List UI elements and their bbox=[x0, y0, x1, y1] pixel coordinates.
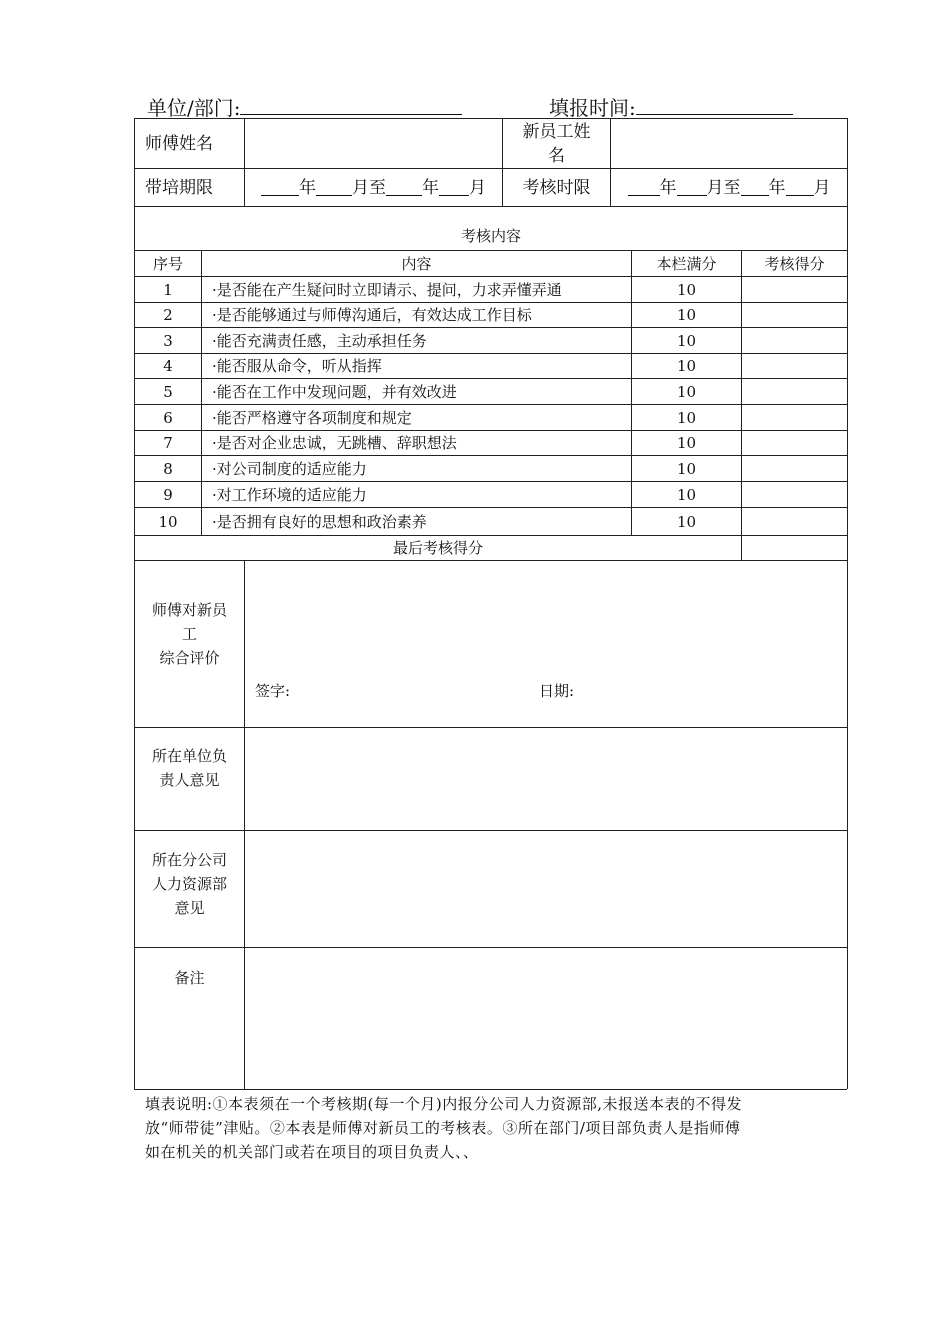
row-index: 3 bbox=[163, 331, 173, 350]
remarks-input[interactable] bbox=[245, 948, 847, 1089]
row-full-score: 10 bbox=[676, 331, 697, 350]
row-full-score: 10 bbox=[676, 459, 697, 478]
row-score-input[interactable] bbox=[742, 456, 847, 481]
row-full-score: 10 bbox=[676, 485, 697, 504]
new-employee-name-label: 新员工姓 名 bbox=[522, 121, 591, 166]
row-content: ·是否拥有良好的思想和政治素养 bbox=[212, 512, 427, 531]
mentor-evaluation-input[interactable] bbox=[245, 561, 847, 727]
row-score-input[interactable] bbox=[742, 277, 847, 302]
row-content: ·是否能在产生疑问时立即请示、提问，力求弄懂弄通 bbox=[212, 280, 562, 299]
row-content: ·是否能够通过与师傅沟通后，有效达成工作目标 bbox=[212, 306, 532, 324]
evaluation-date-label: 日期: bbox=[539, 682, 575, 700]
row-index: 1 bbox=[163, 280, 173, 299]
row-index: 8 bbox=[163, 459, 173, 478]
row-score-input[interactable] bbox=[742, 379, 847, 404]
row-score-input[interactable] bbox=[742, 328, 847, 353]
row-index: 10 bbox=[158, 512, 178, 531]
row-index: 4 bbox=[163, 357, 173, 375]
report-date-input[interactable] bbox=[636, 94, 793, 115]
mentor-name-input[interactable] bbox=[245, 119, 502, 168]
instructions-line-3: 如在机关的机关部门或若在项目的项目负责人、、 bbox=[145, 1143, 479, 1161]
row-full-score: 10 bbox=[676, 408, 697, 427]
row-index: 6 bbox=[163, 408, 173, 427]
row-full-score: 10 bbox=[676, 306, 697, 324]
mentor-evaluation-label: 师傅对新员 工 综合评价 bbox=[151, 601, 227, 667]
row-content: ·对工作环境的适应能力 bbox=[212, 485, 367, 504]
instructions-line-2: 放“师带徒”津贴。②本表是师傅对新员工的考核表。③所在部门/项目部负责人是指师傅 bbox=[145, 1119, 741, 1137]
row-index: 9 bbox=[163, 485, 173, 504]
col-index-header: 序号 bbox=[152, 254, 183, 273]
row-score-input[interactable] bbox=[742, 508, 847, 535]
row-full-score: 10 bbox=[676, 382, 697, 401]
new-employee-name-input[interactable] bbox=[611, 119, 847, 168]
row-full-score: 10 bbox=[676, 280, 697, 299]
row-full-score: 10 bbox=[676, 512, 697, 531]
row-index: 2 bbox=[163, 306, 173, 324]
mentor-name-label: 师傅姓名 bbox=[145, 133, 213, 154]
row-index: 7 bbox=[163, 434, 173, 452]
row-content: ·是否对企业忠诚，无跳槽、辞职想法 bbox=[212, 434, 457, 452]
row-score-input[interactable] bbox=[742, 431, 847, 455]
col-full-score-header: 本栏满分 bbox=[656, 254, 717, 273]
final-score-input[interactable] bbox=[742, 536, 847, 560]
row-index: 5 bbox=[163, 382, 173, 401]
row-score-input[interactable] bbox=[742, 405, 847, 430]
assessment-period-input[interactable]: 年 月 至 年 月 bbox=[611, 169, 847, 206]
instructions-line-1: 填表说明:①本表须在一个考核期(每一个月)内报分公司人力资源部,未报送本表的不得发 bbox=[145, 1095, 743, 1113]
row-score-input[interactable] bbox=[742, 354, 847, 378]
training-period-label: 带培期限 bbox=[145, 177, 213, 198]
row-full-score: 10 bbox=[676, 357, 697, 375]
final-score-label: 最后考核得分 bbox=[392, 539, 483, 557]
row-content: ·能否严格遵守各项制度和规定 bbox=[212, 408, 412, 427]
report-date-label: 填报时间: bbox=[549, 92, 793, 121]
row-content: ·能否服从命令，听从指挥 bbox=[212, 357, 382, 375]
assessment-period-label: 考核时限 bbox=[522, 177, 591, 198]
hr-opinion-label: 所在分公司 人力资源部 意见 bbox=[151, 851, 227, 917]
hr-opinion-input[interactable] bbox=[245, 831, 847, 947]
remarks-label: 备注 bbox=[174, 969, 205, 987]
row-content: ·对公司制度的适应能力 bbox=[212, 459, 367, 478]
row-content: ·能否在工作中发现问题，并有效改进 bbox=[212, 382, 457, 401]
signature-label: 签字: bbox=[255, 682, 291, 700]
row-content: ·能否充满责任感，主动承担任务 bbox=[212, 331, 427, 350]
training-period-input[interactable]: 年 月 至 年 月 bbox=[245, 169, 502, 206]
unit-department-label: 单位/部门: bbox=[147, 92, 462, 121]
unit-department-input[interactable] bbox=[240, 94, 462, 115]
assessment-content-title: 考核内容 bbox=[460, 227, 521, 245]
col-content-header: 内容 bbox=[401, 254, 432, 273]
row-score-input[interactable] bbox=[742, 482, 847, 507]
unit-head-opinion-label: 所在单位负 责人意见 bbox=[151, 747, 227, 789]
row-score-input[interactable] bbox=[742, 303, 847, 327]
unit-head-opinion-input[interactable] bbox=[245, 728, 847, 830]
col-score-header: 考核得分 bbox=[764, 254, 825, 273]
row-full-score: 10 bbox=[676, 434, 697, 452]
